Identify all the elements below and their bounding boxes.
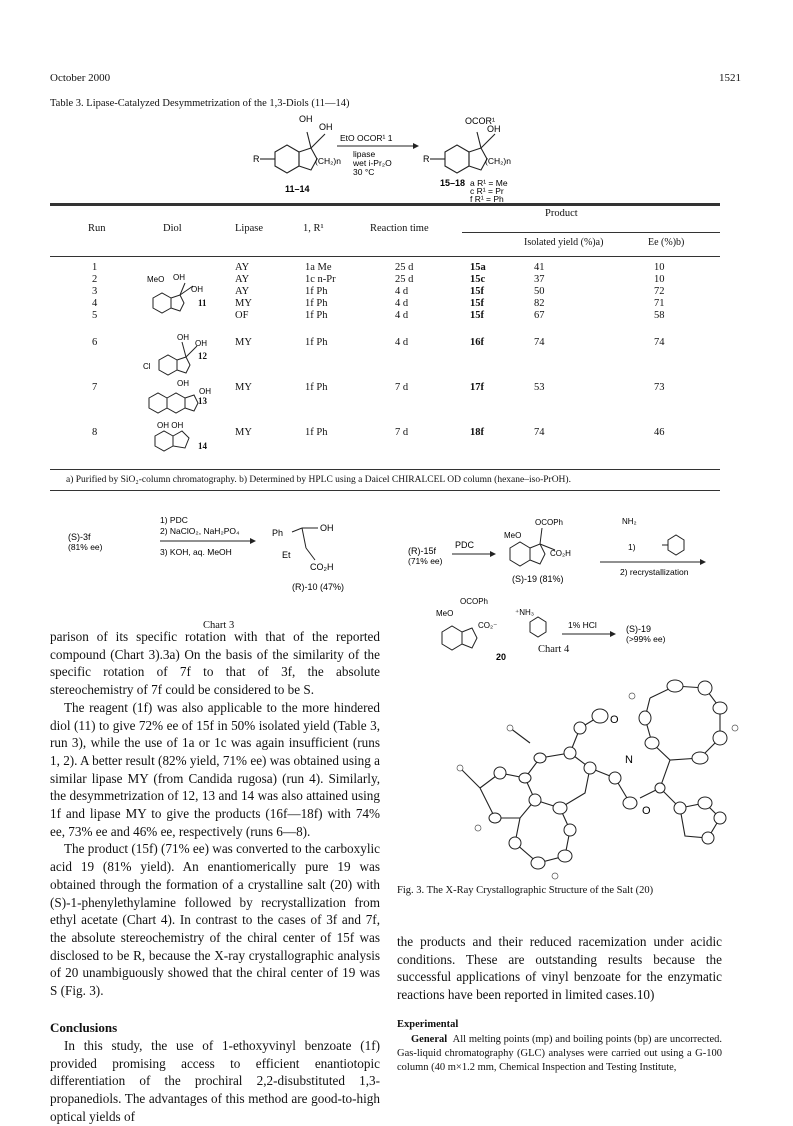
svg-text:OCOPh: OCOPh bbox=[460, 597, 489, 606]
chart3-step-2: 2) NaClO₂, NaH₂PO₄ bbox=[160, 526, 240, 536]
svg-text:MeO: MeO bbox=[504, 531, 522, 540]
svg-text:O: O bbox=[610, 714, 619, 726]
chart4-start: (R)-15f bbox=[408, 546, 437, 556]
cell-r1: 1f Ph bbox=[305, 286, 328, 297]
condition-3: 30 °C bbox=[353, 167, 375, 177]
cell-ee: 10 bbox=[654, 262, 665, 273]
svg-text:OH: OH bbox=[319, 122, 333, 132]
experimental-heading: Experimental bbox=[397, 1019, 459, 1030]
cell-lipase: MY bbox=[235, 337, 252, 348]
product-span-rule bbox=[462, 232, 720, 233]
conclusions-text-block bbox=[50, 1037, 380, 1126]
right-column-text bbox=[397, 933, 722, 1004]
r-option-f: f R¹ = Ph bbox=[470, 194, 504, 204]
svg-text:R: R bbox=[423, 154, 430, 164]
cell-product: 18f bbox=[470, 427, 484, 438]
cell-time: 4 d bbox=[395, 286, 409, 297]
reagent-label: EtO OCOR¹ 1 bbox=[340, 133, 393, 143]
cell-yield: 53 bbox=[534, 382, 545, 393]
cell-r1: 1c n-Pr bbox=[305, 274, 336, 285]
svg-text:OH: OH bbox=[199, 387, 211, 396]
col-header-time: Reaction time bbox=[370, 223, 429, 234]
chart4-product: (S)-19 bbox=[626, 624, 652, 634]
cell-yield: 50 bbox=[534, 286, 545, 297]
diol-structures bbox=[145, 268, 215, 458]
cell-product: 15f bbox=[470, 298, 484, 309]
chart3-step-1: 1) PDC bbox=[160, 515, 188, 525]
cell-product: 16f bbox=[470, 337, 484, 348]
r-option-a: a R¹ = Me bbox=[470, 178, 508, 188]
svg-text:OH: OH bbox=[195, 339, 207, 348]
conclusions-heading: Conclusions bbox=[50, 1020, 118, 1035]
chart3-start: (S)-3f bbox=[68, 532, 91, 542]
experimental-subheading: General bbox=[411, 1034, 448, 1045]
cell-diol: 11 bbox=[198, 298, 207, 308]
cell-run: 7 bbox=[92, 382, 98, 393]
svg-text:(CH₂)n: (CH₂)n bbox=[315, 156, 341, 166]
cell-time: 25 d bbox=[395, 274, 414, 285]
chart4-step1: 1) bbox=[628, 542, 636, 552]
cell-product: 15a bbox=[470, 262, 486, 273]
col-header-r1: 1, R¹ bbox=[303, 223, 324, 234]
experimental-text-block bbox=[397, 1033, 722, 1075]
chart-4-caption: Chart 4 bbox=[538, 644, 570, 655]
svg-text:CO₂⁻: CO₂⁻ bbox=[478, 621, 498, 630]
chart4-product-ee: (>99% ee) bbox=[626, 634, 666, 644]
svg-text:OCOPh: OCOPh bbox=[535, 518, 564, 527]
running-header-date: October 2000 bbox=[50, 72, 111, 84]
r-option-c: c R¹ = Pr bbox=[470, 186, 504, 196]
paragraph-1: parison of its specific rotation with that of the reported compound (Chart 3).3a) On the basis of the similarity of the specific rotation of 7f to that of 3f, the absolute stereochemistry of 7f could be considered to be S. bbox=[50, 629, 380, 698]
svg-text:O: O bbox=[642, 805, 651, 817]
svg-text:OH: OH bbox=[177, 333, 189, 342]
svg-text:Et: Et bbox=[282, 550, 291, 560]
cell-lipase: MY bbox=[235, 427, 252, 438]
table-footnote: a) Purified by SiO₂-column chromatography. b) Determined by HPLC using a Daicel CHIRALCEL OD column (hexane–iso-PrOH). bbox=[66, 475, 571, 485]
cell-ee: 71 bbox=[654, 298, 665, 309]
svg-text:CO₂H: CO₂H bbox=[310, 562, 334, 572]
cell-diol: 12 bbox=[198, 351, 207, 361]
chart4-start-ee: (71% ee) bbox=[408, 556, 443, 566]
svg-text:N: N bbox=[625, 754, 633, 766]
chart4-salt: 20 bbox=[496, 652, 507, 662]
cell-r1: 1f Ph bbox=[305, 337, 328, 348]
cell-product: 17f bbox=[470, 382, 484, 393]
svg-text:NH₂: NH₂ bbox=[622, 517, 637, 526]
cell-ee: 46 bbox=[654, 427, 665, 438]
cell-yield: 74 bbox=[534, 427, 545, 438]
svg-text:OCOR¹: OCOR¹ bbox=[465, 116, 495, 126]
cell-lipase: OF bbox=[235, 310, 249, 321]
cell-yield: 37 bbox=[534, 274, 545, 285]
condition-1: lipase bbox=[353, 149, 376, 159]
cell-time: 25 d bbox=[395, 262, 414, 273]
cell-diol: 14 bbox=[198, 441, 207, 451]
chart3-product: (R)-10 (47%) bbox=[292, 582, 345, 592]
cell-time: 4 d bbox=[395, 310, 409, 321]
cell-time: 7 d bbox=[395, 427, 409, 438]
cell-time: 4 d bbox=[395, 298, 409, 309]
chart4-step2: 2) recrystallization bbox=[620, 567, 689, 577]
cell-lipase: MY bbox=[235, 298, 252, 309]
cell-run: 1 bbox=[92, 262, 98, 273]
col-header-ee: Ee (%)b) bbox=[648, 237, 685, 248]
cell-ee: 10 bbox=[654, 274, 665, 285]
product-label: 15–18 bbox=[440, 178, 466, 188]
cell-product: 15f bbox=[470, 286, 484, 297]
chart4-acid: 1% HCl bbox=[568, 620, 597, 630]
cell-product: 15c bbox=[470, 274, 486, 285]
cell-run: 6 bbox=[92, 337, 98, 348]
cell-ee: 74 bbox=[654, 337, 665, 348]
cell-ee: 58 bbox=[654, 310, 665, 321]
chart-3-scheme bbox=[60, 510, 380, 610]
cell-yield: 67 bbox=[534, 310, 545, 321]
cell-r1: 1f Ph bbox=[305, 382, 328, 393]
table-top-rule-2 bbox=[50, 205, 720, 206]
svg-text:OH: OH bbox=[177, 379, 189, 388]
chart-3-caption: Chart 3 bbox=[203, 620, 235, 631]
cell-r1: 1f Ph bbox=[305, 310, 328, 321]
cell-lipase: AY bbox=[235, 262, 250, 273]
svg-text:OH: OH bbox=[487, 124, 501, 134]
svg-text:MeO: MeO bbox=[147, 275, 165, 284]
figure-3-caption: Fig. 3. The X-Ray Crystallographic Structure of the Salt (20) bbox=[397, 885, 654, 896]
cell-yield: 74 bbox=[534, 337, 545, 348]
cell-yield: 41 bbox=[534, 262, 545, 273]
page-number: 1521 bbox=[719, 72, 741, 84]
xray-structure-figure bbox=[420, 668, 740, 883]
paragraph-3: The product (15f) (71% ee) was converted to the carboxylic acid 19 (81% yield). An enantiomerically pure 19 was obtained through the formation of a crystalline salt (20) with (S)-1-phenylethylamine followed by recrystallization from ethyl acetate (Chart 4). In contrast to the cases of 3f and 7f, the absolute stereochemistry of the chiral center of 15f was disclosed to be R, because the X-ray crystallographic analysis of 20 unambiguously showed that the chiral center of 19 was S (Fig. 3). bbox=[50, 841, 381, 999]
cell-r1: 1f Ph bbox=[305, 427, 328, 438]
cell-product: 15f bbox=[470, 310, 484, 321]
svg-text:OH: OH bbox=[173, 273, 185, 282]
cell-run: 3 bbox=[92, 286, 98, 297]
cell-lipase: AY bbox=[235, 274, 250, 285]
svg-text:R: R bbox=[253, 154, 260, 164]
conclusions-paragraph: In this study, the use of 1-ethoxyvinyl benzoate (1f) provided promising access to efficient enantiotopic differentiation of the prochiral 2,2-disubstituted 1,3-propanediols. The advantages of this method are good-to-high optical yields of bbox=[50, 1038, 380, 1124]
svg-text:Cl: Cl bbox=[143, 362, 151, 371]
cell-time: 4 d bbox=[395, 337, 409, 348]
svg-text:MeO: MeO bbox=[436, 609, 454, 618]
footnote-rule bbox=[50, 490, 720, 491]
condition-2: wet i-Pr₂O bbox=[353, 158, 392, 168]
chart-4-scheme bbox=[400, 510, 740, 660]
cell-time: 7 d bbox=[395, 382, 409, 393]
cell-ee: 72 bbox=[654, 286, 665, 297]
cell-run: 2 bbox=[92, 274, 98, 285]
col-header-run: Run bbox=[88, 223, 106, 234]
svg-text:(CH₂)n: (CH₂)n bbox=[485, 156, 511, 166]
left-column-text bbox=[50, 628, 380, 1000]
cell-diol: 13 bbox=[198, 396, 207, 406]
cell-r1: 1f Ph bbox=[305, 298, 328, 309]
chart3-step-3: 3) KOH, aq. MeOH bbox=[160, 547, 232, 557]
svg-text:OH: OH bbox=[320, 523, 334, 533]
chart4-intermediate: (S)-19 (81%) bbox=[512, 574, 564, 584]
cell-r1: 1a Me bbox=[305, 262, 332, 273]
svg-text:OH: OH bbox=[191, 285, 203, 294]
right-paragraph: the products and their reduced racemization under acidic conditions. These are outstanding results because the successful applications of vinyl benzoate for the enzymatic reactions have been reported in limited cases.10) bbox=[397, 934, 722, 1003]
experimental-paragraph: All melting points (mp) and boiling points (bp) are uncorrected. Gas-liquid chromatography (GLC) analyses were carried out using a G-100 column (40 m×1.2 mm, Chemical Inspection and Testing Institute, bbox=[397, 1034, 723, 1073]
cell-lipase: AY bbox=[235, 286, 250, 297]
svg-text:CO₂H: CO₂H bbox=[550, 549, 571, 558]
svg-text:⁺NH₃: ⁺NH₃ bbox=[515, 608, 535, 617]
chart4-reagent1: PDC bbox=[455, 540, 475, 550]
cell-run: 5 bbox=[92, 310, 98, 321]
col-header-diol: Diol bbox=[163, 223, 182, 234]
paragraph-2: The reagent (1f) was also applicable to the more hindered diol (11) to give 72% ee of 15f in 50% isolated yield (Table 3, run 3), while the use of 1a or 1c was again insufficient (runs 1, 2). A better result (82% yield, 71% ee) was obtained using a similar lipase MY (from Candida rugosa) (run 4). Similarly, the desymmetrization of 12, 13 and 14 was also attained using 1f and lipase MY to give the products (16f—18f) with 74% ee, 73% ee and 46% ee, respectively (runs 6—8). bbox=[50, 699, 380, 839]
table-title: Table 3. Lipase-Catalyzed Desymmetrization of the 1,3-Diols (11—14) bbox=[50, 98, 350, 109]
cell-yield: 82 bbox=[534, 298, 545, 309]
svg-text:OH: OH bbox=[299, 114, 313, 124]
cell-run: 8 bbox=[92, 427, 98, 438]
chart3-start-ee: (81% ee) bbox=[68, 542, 103, 552]
start-label: 11–14 bbox=[285, 184, 310, 194]
col-header-lipase: Lipase bbox=[235, 223, 263, 234]
cell-lipase: MY bbox=[235, 382, 252, 393]
table-header-rule bbox=[50, 256, 720, 257]
svg-text:OH OH: OH OH bbox=[157, 421, 184, 430]
cell-run: 4 bbox=[92, 298, 98, 309]
cell-ee: 73 bbox=[654, 382, 665, 393]
col-header-yield: Isolated yield (%)a) bbox=[524, 237, 604, 248]
table-bottom-rule bbox=[50, 469, 720, 470]
svg-text:Ph: Ph bbox=[272, 528, 284, 538]
col-header-product: Product bbox=[545, 208, 578, 219]
reaction-scheme bbox=[253, 112, 655, 204]
